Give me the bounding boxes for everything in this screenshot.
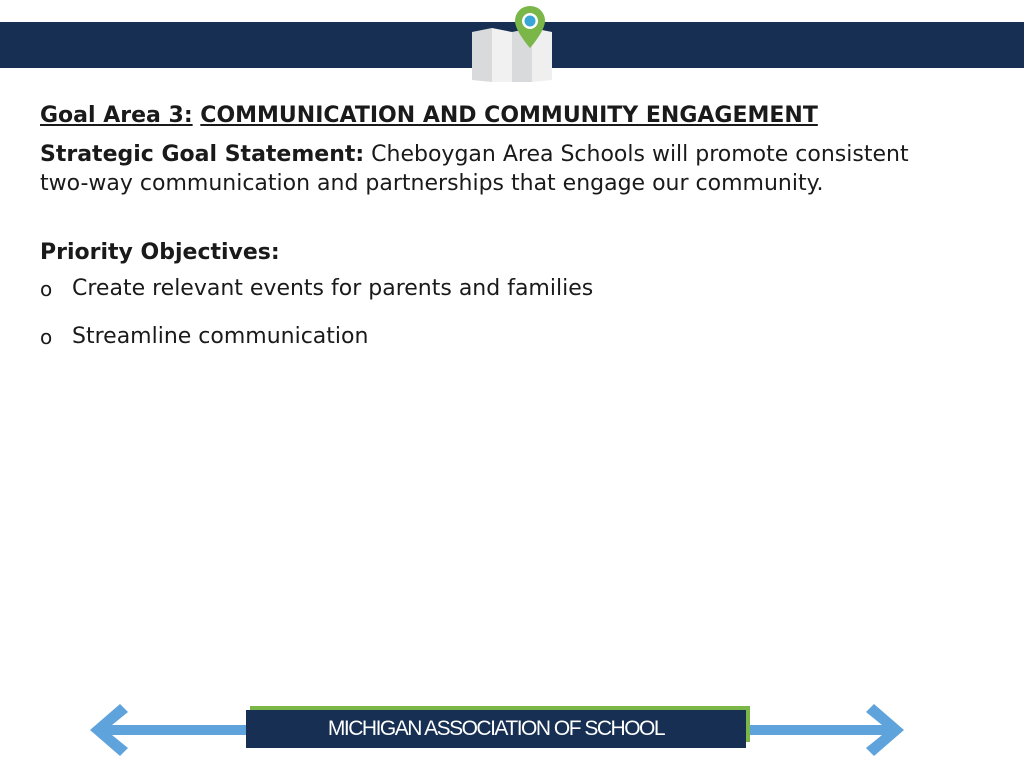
goal-area-label: Goal Area 3: xyxy=(40,103,193,128)
objective-text: Streamline communication xyxy=(72,324,369,349)
goal-heading xyxy=(40,100,980,132)
statement-text: Cheboygan Area Schools will promote consistent two-way communication and partnerships that engage our community. xyxy=(40,142,909,196)
goal-area-title: COMMUNICATION AND COMMUNITY ENGAGEMENT xyxy=(200,103,818,128)
bullet-icon: o xyxy=(40,325,53,349)
priority-objectives-list xyxy=(40,274,980,352)
footer-banner-text: MICHIGAN ASSOCIATION OF SCHOOL xyxy=(327,717,665,740)
objective-text: Create relevant events for parents and families xyxy=(72,276,594,301)
strategic-goal-statement xyxy=(40,140,980,198)
slide-content xyxy=(40,100,980,370)
bullet-icon: o xyxy=(40,277,53,301)
priority-objectives-heading: Priority Objectives: xyxy=(40,240,280,265)
footer-banner xyxy=(246,710,746,748)
statement-label: Strategic Goal Statement: xyxy=(40,142,365,167)
list-item xyxy=(40,274,980,304)
list-item xyxy=(40,322,980,352)
folded-map-icon xyxy=(466,4,558,86)
